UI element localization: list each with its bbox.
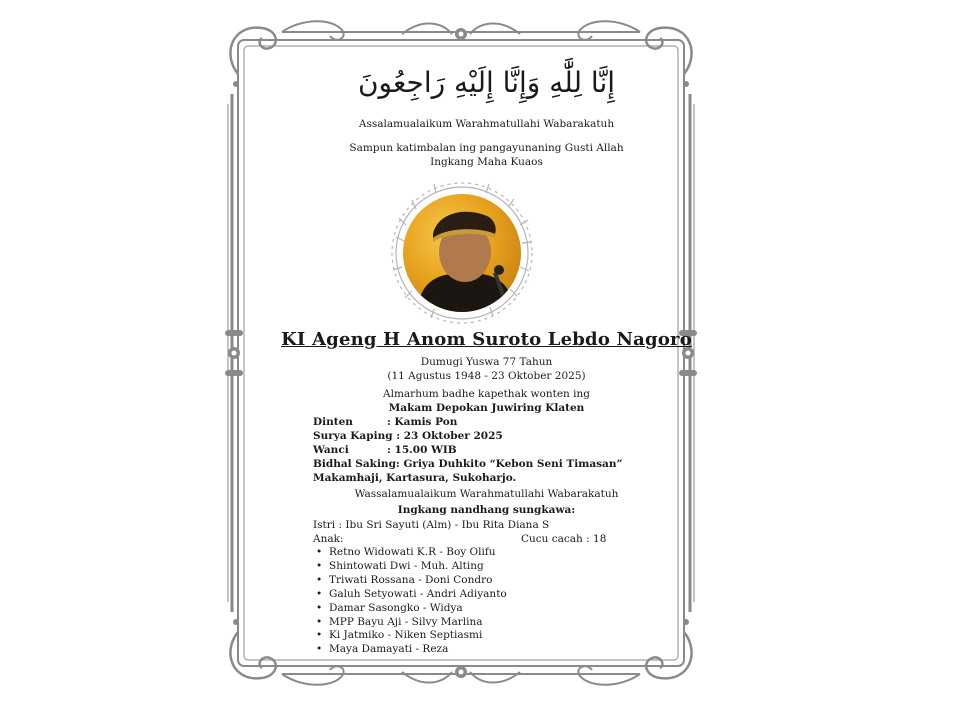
wanci-value: : 15.00 WIB — [387, 444, 457, 456]
surya-row — [313, 429, 623, 443]
burial-intro: Almarhum badhe kapethak wonten ing — [383, 388, 590, 400]
anak-row — [313, 532, 613, 546]
dinten-label: Dinten — [313, 416, 353, 428]
intro-text — [0, 142, 973, 169]
bidhal-row: Bidhal Saking: Griya Duhkito “Kebon Seni Timasan” — [313, 458, 623, 470]
list-item: • Galuh Setyowati - Andri Adiyanto — [329, 588, 613, 602]
cucu-count: Cucu cacah : 18 — [521, 533, 607, 545]
family-list — [313, 518, 613, 657]
address-row: Makamhaji, Kartasura, Sukoharjo. — [313, 472, 517, 484]
children-list — [313, 546, 613, 657]
wanci-label: Wanci — [313, 444, 349, 456]
deceased-name: KI Ageng H Anom Suroto Lebdo Nagoro — [281, 329, 692, 350]
wanci-row — [313, 443, 623, 457]
surya-value: : 23 Oktober 2025 — [396, 430, 503, 442]
portrait-wreath — [386, 181, 538, 327]
burial-place: Makam Depokan Juwiring Klaten — [388, 402, 585, 414]
list-item: • MPP Bayu Aji - Silvy Marlina — [329, 616, 613, 630]
surya-label: Surya Kaping — [313, 430, 393, 442]
list-item: • Shintowati Dwi - Muh. Alting — [329, 560, 613, 574]
age-text: Dumugi Yuswa 77 Tahun — [420, 356, 553, 368]
list-item: • Retno Widowati K.R - Boy Olifu — [329, 546, 613, 560]
portrait-photo — [403, 194, 521, 312]
list-item: • Ki Jatmiko - Niken Septiasmi — [329, 629, 613, 643]
dinten-row — [313, 415, 623, 429]
greeting: Assalamualaikum Warahmatullahi Wabarakatuh — [358, 118, 615, 130]
dinten-value: : Kamis Pon — [387, 416, 458, 428]
list-item: • Maya Damayati - Reza — [329, 643, 613, 657]
person-icon — [403, 194, 521, 312]
mourners-heading: Ingkang nandhang sungkawa: — [397, 504, 576, 516]
closing-greeting: Wassalamualaikum Warahmatullahi Wabarakatuh — [354, 488, 619, 500]
istri-line: Istri : Ibu Sri Sayuti (Alm) - Ibu Rita Diana S — [313, 519, 550, 531]
funeral-details — [313, 415, 623, 485]
arabic-header: إِنَّا لِلَّٰهِ وَإِنَّا إِلَيْهِ رَاجِعُونَ — [357, 66, 616, 99]
list-item: • Triwati Rossana - Doni Condro — [329, 574, 613, 588]
intro-line: Ingkang Maha Kuaos — [430, 155, 543, 168]
intro-line: Sampun katimbalan ing pangayunaning Gusti Allah — [349, 142, 624, 154]
list-item: • Damar Sasongko - Widya — [329, 602, 613, 616]
life-dates: (11 Agustus 1948 - 23 Oktober 2025) — [387, 370, 586, 382]
anak-label: Anak: — [313, 533, 344, 545]
